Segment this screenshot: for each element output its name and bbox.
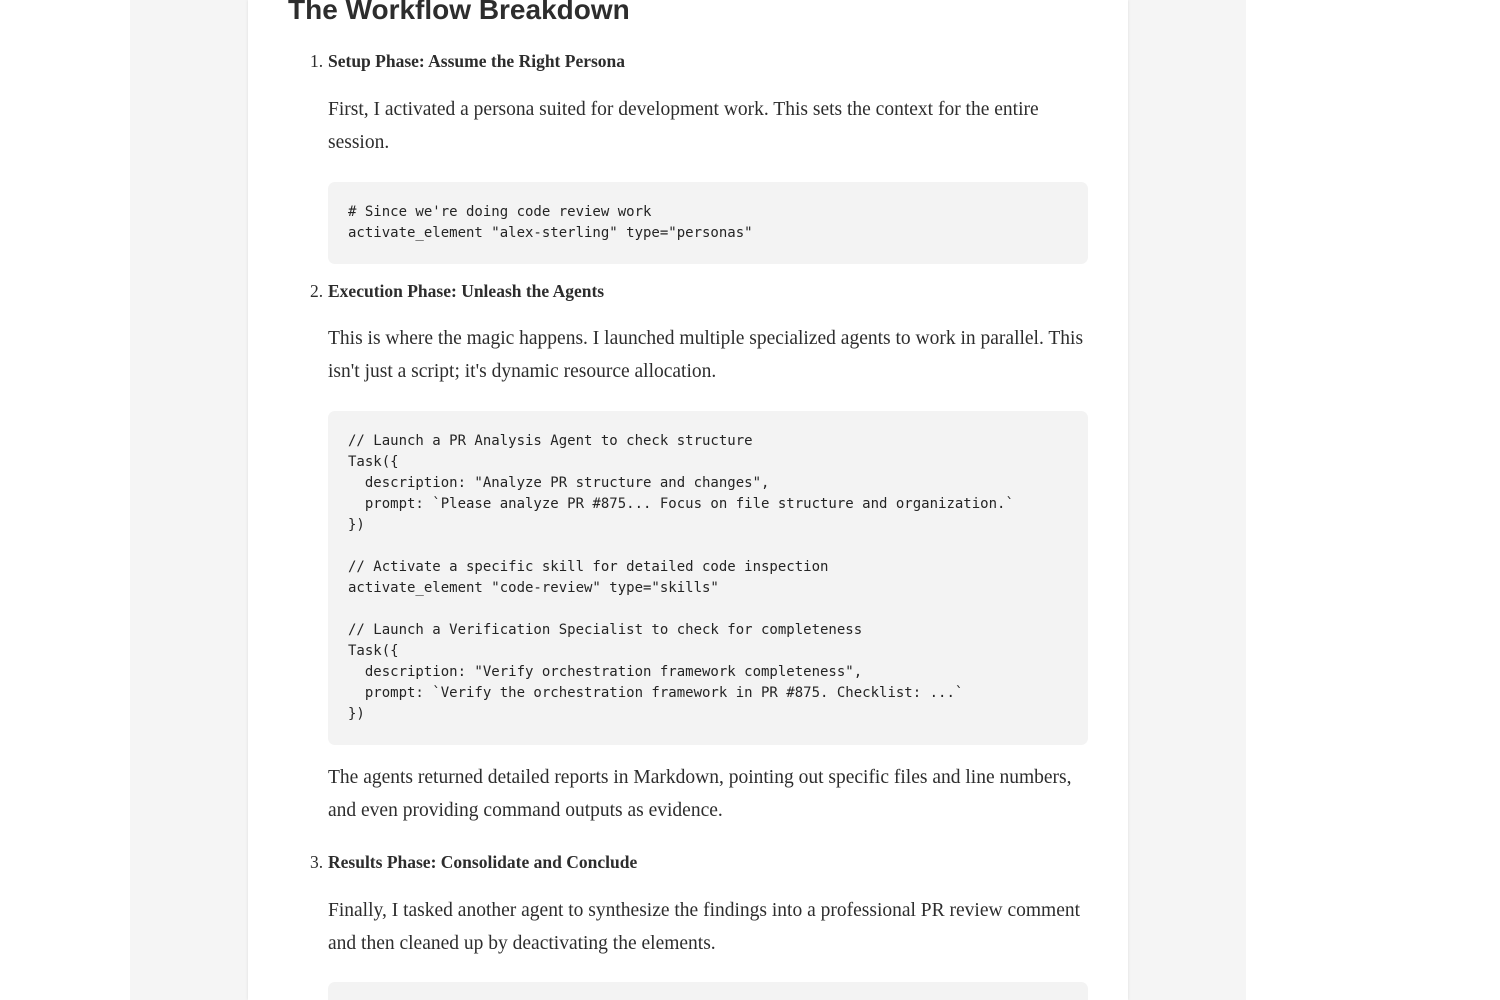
section-heading: The Workflow Breakdown bbox=[288, 0, 630, 25]
step-execution-description: This is where the magic happens. I launched multiple specialized agents to work in parallel. This isn't just a script; it's dynamic resource allocation. bbox=[328, 328, 1084, 382]
code-block-results bbox=[328, 982, 1088, 1000]
step-title-text: Setup Phase: Assume the Right Persona bbox=[328, 51, 626, 71]
code-block-setup bbox=[328, 182, 1088, 264]
code-text: // Launch a PR Analysis Agent to check structure Task({ description: "Analyze PR structure and changes", prompt: `Please analyze PR #875... Focus on file structure and organization.` }) // Activate a specific skill for detailed code inspection activate_element "code-review" type="skills" // Launch a Verification Specialist to check for completeness Task({ description: "Verify orchestration framework completeness", prompt: `Verify the orchestration framework in PR #875. Checklist: ...` }) bbox=[348, 433, 1014, 722]
step-execution-results-note: The agents returned detailed reports in Markdown, pointing out specific files and line numbers, and even providing command outputs as evidence. bbox=[328, 767, 1072, 821]
step-title-text: Execution Phase: Unleash the Agents bbox=[328, 281, 605, 301]
step-title-results bbox=[310, 850, 638, 874]
code-block-execution bbox=[328, 411, 1088, 745]
article-content bbox=[248, 0, 1128, 1000]
step-number: 2. bbox=[310, 281, 324, 301]
step-number: 3. bbox=[310, 852, 324, 872]
step-title-text: Results Phase: Consolidate and Conclude bbox=[328, 852, 638, 872]
step-results-description: Finally, I tasked another agent to synthesize the findings into a professional PR review comment and then cleaned up by deactivating the elements. bbox=[328, 900, 1081, 954]
step-number: 1. bbox=[310, 51, 324, 71]
code-text: # Since we're doing code review work activate_element "alex-sterling" type="personas" bbox=[348, 204, 753, 241]
step-title-setup bbox=[310, 49, 626, 73]
step-title-execution bbox=[310, 279, 605, 303]
step-setup-description: First, I activated a persona suited for development work. This sets the context for the entire session. bbox=[328, 99, 1039, 153]
